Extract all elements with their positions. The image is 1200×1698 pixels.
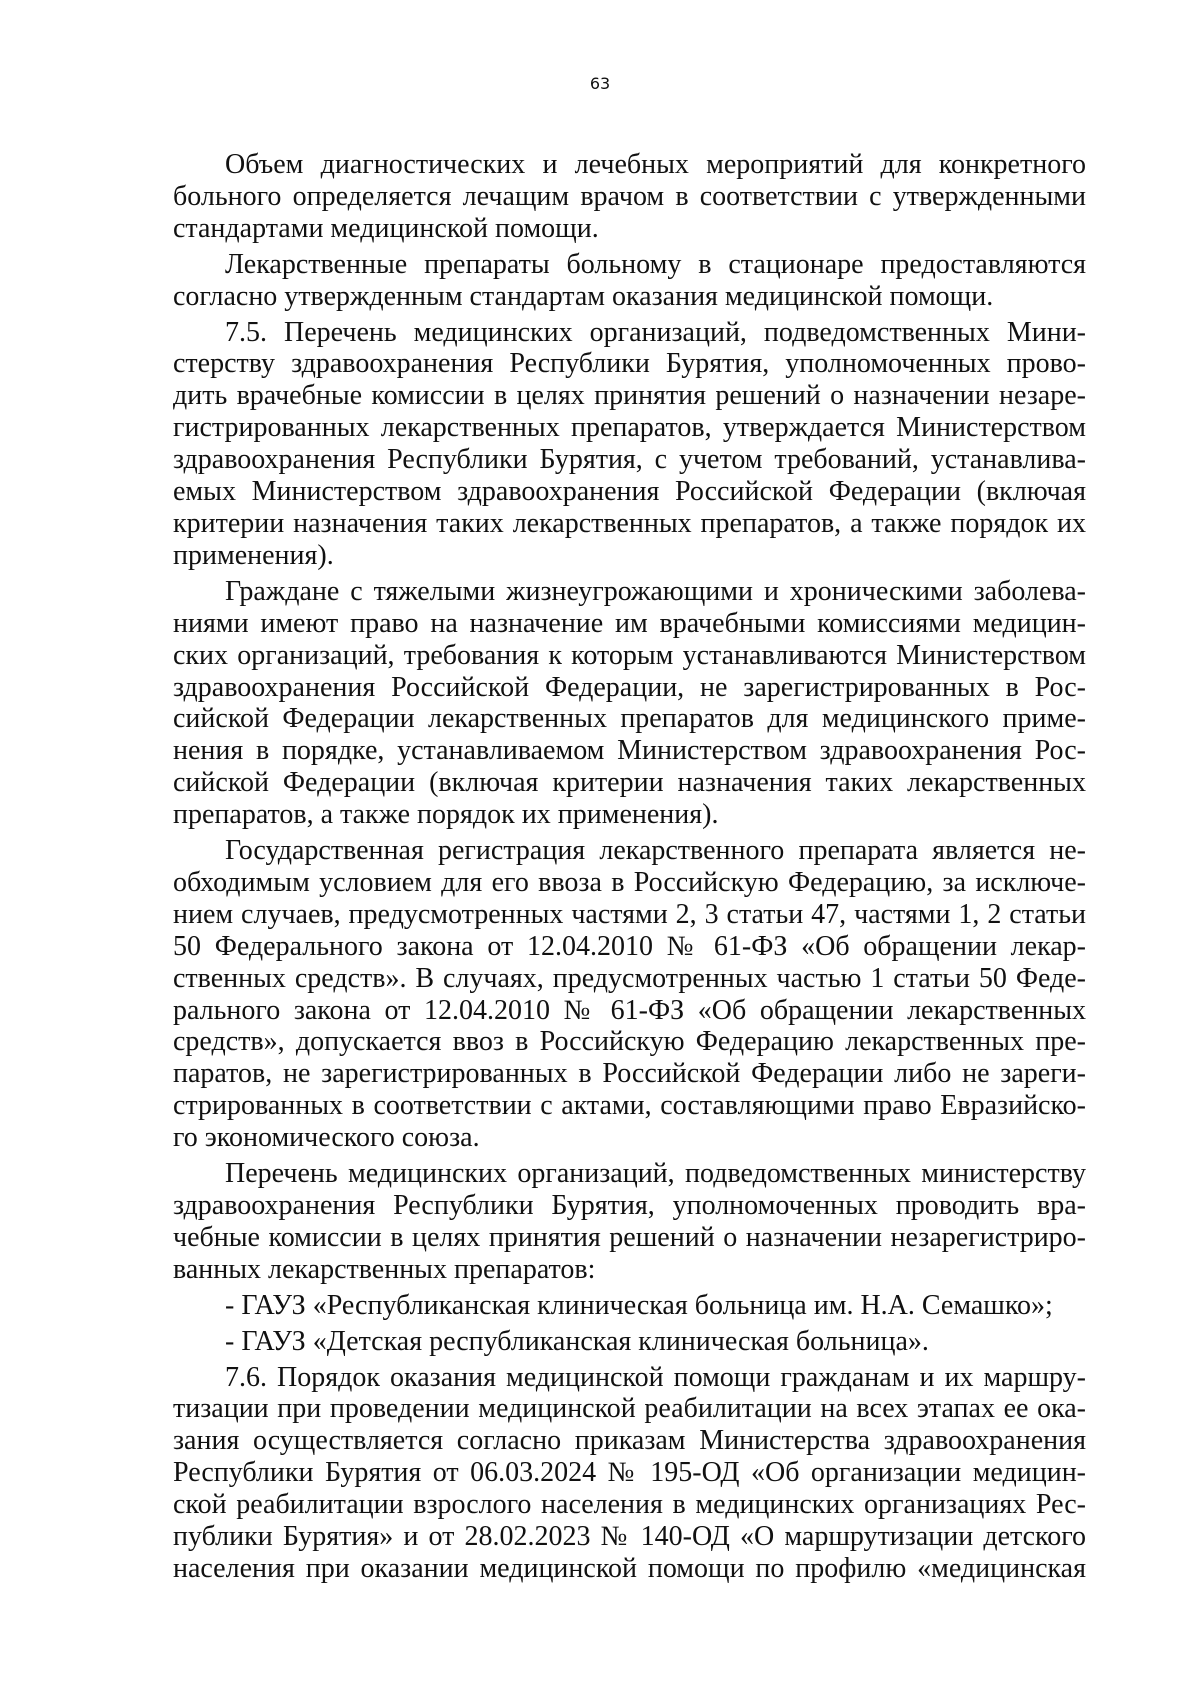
text-line: 50 Федерального закона от 12.04.2010 № 61-ФЗ «Об обращении лекар- (173, 930, 1086, 962)
text-line: гистрированных лекарственных препаратов, утверждается Министерством (173, 412, 1086, 444)
text-line: паратов, не зарегистрированных в Российской Федерации либо не зареги- (173, 1058, 1086, 1090)
text-line: 7.6. Порядок оказания медицинской помощи гражданам и их маршру- (225, 1361, 1086, 1393)
text-line: сийской Федерации лекарственных препаратов для медицинского приме- (173, 703, 1086, 735)
text-line: населения при оказании медицинской помощи по профилю «медицинская (173, 1552, 1086, 1584)
text-line: здравоохранения Российской Федерации, не зарегистрированных в Рос- (173, 671, 1086, 703)
text-line: средств», допускается ввоз в Российскую Федерацию лекарственных пре- (173, 1026, 1086, 1058)
text-line: стрированных в соответствии с актами, составляющими право Евразийско- (173, 1090, 1086, 1122)
text-line: здравоохранения Республики Бурятия, с учетом требований, устанавлива- (173, 444, 1086, 476)
text-line: рального закона от 12.04.2010 № 61-ФЗ «Об обращении лекарственных (173, 994, 1086, 1026)
text-line: - ГАУЗ «Детская республиканская клиническая больница». (225, 1325, 929, 1357)
text-line: Государственная регистрация лекарственного препарата является не- (225, 835, 1086, 867)
text-line: чебные комиссии в целях принятия решений о назначении незарегистриро- (173, 1221, 1086, 1253)
text-line: емых Министерством здравоохранения Российской Федерации (включая (173, 476, 1086, 508)
paragraph (173, 149, 1086, 245)
text-line: 7.5. Перечень медицинских организаций, подведомственных Мини- (225, 316, 1086, 348)
document-body (173, 149, 1086, 1585)
text-line: публики Бурятия» и от 28.02.2023 № 140-ОД «О маршрутизации детского (173, 1521, 1086, 1553)
text-line: ниями имеют право на назначение им врачебными комиссиями медицин- (173, 607, 1086, 639)
text-line: тизации при проведении медицинской реабилитации на всех этапах ее ока- (173, 1393, 1086, 1425)
paragraph (173, 1290, 1086, 1322)
text-line: здравоохранения Республики Бурятия, уполномоченных проводить вра- (173, 1190, 1086, 1221)
text-line: стерству здравоохранения Республики Бурятия, уполномоченных прово- (173, 348, 1086, 380)
text-line: ской реабилитации взрослого населения в медицинских организациях Рес- (173, 1489, 1086, 1521)
text-line: зания осуществляется согласно приказам Министерства здравоохранения (173, 1425, 1086, 1457)
text-line: сийской Федерации (включая критерии назначения таких лекарственных (173, 767, 1086, 799)
text-line: го экономического союза. (173, 1122, 480, 1154)
paragraph (173, 835, 1086, 1154)
text-line: стандартами медицинской помощи. (173, 212, 599, 244)
text-line: ванных лекарственных препаратов: (173, 1253, 596, 1285)
text-line: больного определяется лечащим врачом в соответствии с утвержденными (173, 180, 1086, 212)
text-line: - ГАУЗ «Республиканская клиническая больница им. Н.А. Семашко»; (225, 1289, 1053, 1321)
text-line: Граждане с тяжелыми жизнеугрожающими и хроническими заболева- (225, 575, 1086, 607)
text-line: препаратов, а также порядок их применения). (173, 799, 719, 831)
text-line: Объем диагностических и лечебных мероприятий для конкретного (225, 149, 1086, 180)
text-line: нием случаев, предусмотренных частями 2, 3 статьи 47, частями 1, 2 статьи (173, 898, 1086, 930)
text-line: дить врачебные комиссии в целях принятия решений о назначении незаре- (173, 380, 1086, 412)
text-line: нения в порядке, устанавливаемом Министерством здравоохранения Рос- (173, 735, 1086, 767)
text-line: применения). (173, 539, 334, 571)
text-line: обходимым условием для его ввоза в Российскую Федерацию, за исключе- (173, 866, 1086, 898)
text-line: Лекарственные препараты больному в стационаре предоставляются (225, 248, 1086, 280)
text-line: ских организаций, требования к которым устанавливаются Министерством (173, 639, 1086, 671)
paragraph (173, 576, 1086, 831)
page-number: 63 (589, 74, 611, 93)
paragraph (173, 1326, 1086, 1358)
text-line: ственных средств». В случаях, предусмотренных частью 1 статьи 50 Феде- (173, 962, 1086, 994)
text-line: согласно утвержденным стандартам оказания медицинской помощи. (173, 280, 994, 312)
paragraph (173, 1362, 1086, 1585)
paragraph (173, 249, 1086, 313)
paragraph (173, 317, 1086, 572)
text-line: критерии назначения таких лекарственных препаратов, а также порядок их (173, 507, 1086, 539)
paragraph (173, 1158, 1086, 1286)
text-line: Республики Бурятия от 06.03.2024 № 195-ОД «Об организации медицин- (173, 1457, 1086, 1489)
text-line: Перечень медицинских организаций, подведомственных министерству (225, 1158, 1086, 1190)
